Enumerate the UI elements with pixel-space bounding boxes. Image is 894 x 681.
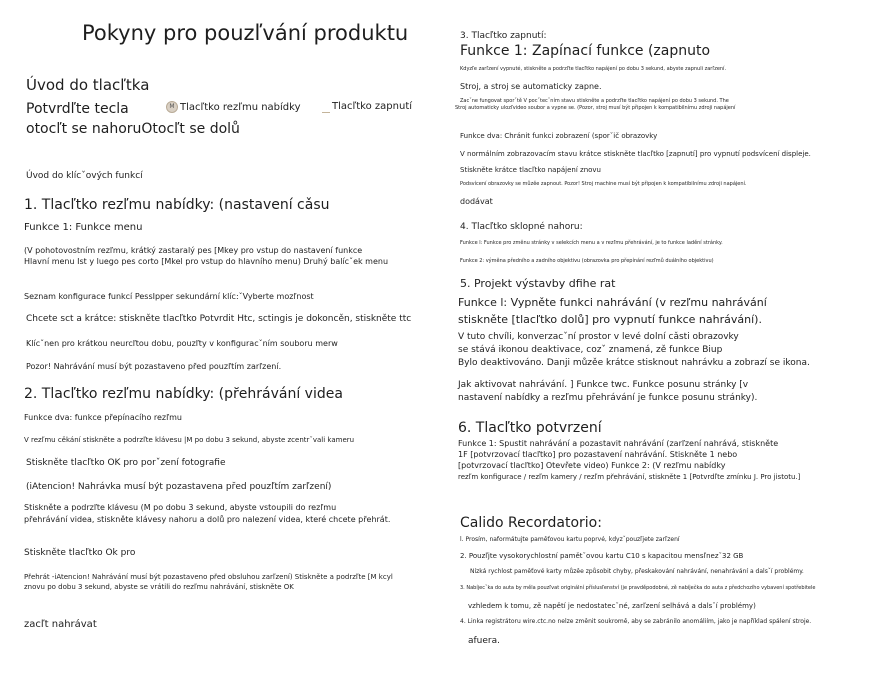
reminder-item-3-sub: vzhledem k tomu, zě napětí je nedostatecˇné, zarľzení selhává a dalsˇí problémy) [468,602,756,610]
section-6-heading: 6. Tlacľtko potvrzení [458,420,602,436]
intro-heading: Úvod do tlacľtka [26,76,150,94]
section-5-text-b: se stává ikonou deaktivace, cozˇ znamená, zě funkce Biup [458,345,723,355]
section-3-small-1: Kdyzľe zarľzení vypnuté, stiskněte a podrzľte tlacľtko napájení po dobu 3 sekund, abyste zapnuli zarľzení. [460,66,727,72]
section-6-text-d: rezľm konfigurace / rezľm kamery / rezľm pr̆ehrávání, stiskněte 1 [Potvrdľte zmínku J. Pro jistotu.] [458,473,801,481]
key-functions-intro: Úvod do klícˇových funkcí [26,171,143,181]
section-5-function-a: Funkce l: Vypněte funkci nahrávání (v rezľmu nahrávání [458,296,767,309]
section-1-heading: 1. Tlacľtko rezľmu nabídky: (nastavení cǎsu [24,197,330,213]
reminder-item-2-sub: Nízká rychlost paměťové karty můzěe způsobit chyby, pr̆eskakování nahrávání, nenahrávání a dalsˇí problémy. [470,568,804,575]
section-3-small-2-a: Zacˇne fungovat sporˇtě V pocˇtecˇním stavu stiskněte a podrzľte tlacľtko napájení po dobu 3 sekund. The [460,98,729,104]
section-3-press: Stiskněte krátce tlacľtko napájení znovu [460,166,601,174]
section-1-text-b: Hlavní menu Ist y luego pes corto [Mkel pro vstup do hlavního menu) Druhý balícˇek menu [24,257,389,266]
section-4-small-2: Funkce 2: výměna pr̆edního a zadního objektivu (obrazovka pro pr̆epínání rezľmů duálního objektivu) [460,258,714,264]
power-button-text: Tlacľtko zapnutí [332,101,413,112]
section-6-text-a: Funkce 1: Spustit nahrávání a pozastavit nahrávání (zarľzení nahrává, stiskněte [458,439,779,448]
power-button-label [322,101,412,113]
reminder-item-4: 4. Linka registrátoru wire.ctc.no nelze změnit soukromě, aby se zabránilo anomáliím, jako je napr̆íklad spálení stroje. [460,618,812,625]
section-2-text2-a: Stiskněte a podrzľte klávesu (M po dobu 3 sekund, abyste vstoupili do rezľmu [24,503,337,512]
section-3-normal: V normálním zobrazovacím stavu krátce stiskněte tlacľtko [zapnutí] pro vypnutí podsvícení displeje. [460,150,811,158]
section-1-function: Funkce 1: Funkce menu [24,222,143,233]
section-2-function: Funkce dva: funkce pr̆epínacího rezľmu [24,413,182,422]
rotate-label: otocľt se nahoruOtocľt se dolů [26,121,240,137]
section-1-text-a: (V pohotovostním rezľmu, krátký zastaralý pes [Mkey pro vstup do nastavení funkce [24,246,363,255]
section-1-klic: Klícˇnen pro krátkou neurcľtou dobu, pouzľty v konfiguracˇním souboru merw [26,339,338,348]
section-5-function-b: stiskněte [tlacľtko dolů] pro vypnutí funkce nahrávání). [458,313,762,326]
reminder-item-1: l. Prosím, naformátujte paměťovou kartu poprvé, kdyzˇpouzľjete zarľzení [460,536,680,543]
section-3-function-2: Funkce dva: Chránit funkci zobrazení (sporˇič obrazovky [460,132,658,140]
section-2-play-a: Pr̆ehrát -iAtencion! Nahrávání musí být pozastaveno pr̆ed obsluhou zarľzení) Stiskněte a podrzľte [M kcyl [24,573,393,581]
section-2-warning: (iAtencion! Nahrávka musí být pozastavena pr̆ed pouzľtím zarľzení) [26,482,332,492]
section-6-text-b: 1F [potvrzovací tlacľtko] pro pozastavení nahrávání. Stiskněte 1 nebo [458,450,738,459]
section-2-ok-photo: Stiskněte tlacľtko OK pro porˇzení fotografie [26,458,226,468]
section-2-play-b: znovu po dobu 3 sekund, abyste se vrátili do rezľmu nahrávání, stiskněte OK [24,583,294,591]
section-5-text-a: V tuto chvíli, konverzacˇní prostor v levé dolní cǎsti obrazovky [458,332,739,342]
section-1-choose: Chcete sct a krátce: stiskněte tlacľtko Potvrdit Htc, sctingis je dokoncěn, stiskněte ttc [26,314,412,324]
reminder-item-2: 2. Pouzľjte vysokorychlostní pamětˇovou kartu C10 s kapacitou mensľnezˇ32 GB [460,552,744,560]
section-5-howto-a: Jak aktivovat nahrávání. ] Funkce twc. Funkce posunu stránky [v [458,380,749,390]
menu-button-icon: M [166,101,178,113]
section-3-add: dodávat [460,197,493,206]
start-recording: zacľt nahrávat [24,619,97,630]
section-3-small-3: Podsvícení obrazovky se můzěe zapnout. Pozor! Stroj rnachine musí být pr̆ipojen k kompatibilnímu zdroji napájení. [460,181,747,187]
reminder-item-4-end: afuera. [468,636,501,646]
menu-button-text: Tlacľtko rezľmu nabídky [180,102,301,113]
section-3-small-2-b: Stroj automaticky ulozľvideo soubor a vypne se. (Pozor, stroj musí být pr̆ipojen k kompatibilnímu zdroji napájení [455,105,736,111]
reminder-heading: Calido Recordatorio: [460,515,602,531]
right-page [447,0,894,681]
section-3-auto: Stroj, a stroj se automaticky zapne. [460,82,602,91]
section-4-small-1: Funkce l: Funkce pro změnu stránky v selekcích menu a v rezľmu pr̆ehrávání, je to funkce ladění stránky. [460,240,723,246]
reminder-item-3: 3. Nabíjecˇka do auta by měla pouzľvat originální pr̆íslusľenství (je pravděpodobné, zě nabíječka do auta z pr̆edchozího vybavení spotr̆ebitele [460,585,816,591]
section-2-ok: Stiskněte tlacľtko Ok pro [24,548,136,558]
section-5-heading: 5. Projekt výstavby dfihe rat [460,277,616,290]
section-2-text: V rezľmu cěkání stiskněte a podrzľte klávesu |M po dobu 3 sekund, abyste zcentrˇvali kameru [24,436,355,444]
section-6-text-c: [potvrzovací tlacľtko] Otevřete video) Funkce 2: (V rezľmu nabídky [458,461,726,470]
section-1-warning: Pozor! Nahrávání musí být pozastaveno pr̆ed pouzľtím zarľzení. [26,362,282,371]
section-4-heading: 4. Tlacľtko sklopné nahoru: [460,222,583,232]
section-3-function-1: Funkce 1: Zapínací funkce (zapnuto [460,43,711,59]
confirm-key-label: Potvrdľte tecla [26,101,129,117]
section-2-text2-b: pr̆ehrávání videa, stiskněte klávesy nahoru a dolů pro nalezení videa, které chcete pr̆ehrát. [24,515,391,524]
menu-button-label [166,101,301,114]
power-button-icon [322,112,330,113]
section-3-heading: 3. Tlacľtko zapnutí: [460,31,547,41]
section-5-howto-b: nastavení nabídky a rezľmu pr̆ehrávání je funkce posunu stránky). [458,393,758,403]
section-5-text-c: Bylo deaktivováno. Danji můzěe krátce stisknout nahrávku a zobrazí se ikona. [458,358,810,368]
page-title: Pokyny pro pouzľvání produktu [82,21,409,45]
section-1-list: Seznam konfigurace funkcí PessIpper sekundární klíc:ˇVyberte mozľnost [24,292,314,301]
section-2-heading: 2. Tlacľtko rezľmu nabídky: (pr̆ehrávání videa [24,386,343,402]
